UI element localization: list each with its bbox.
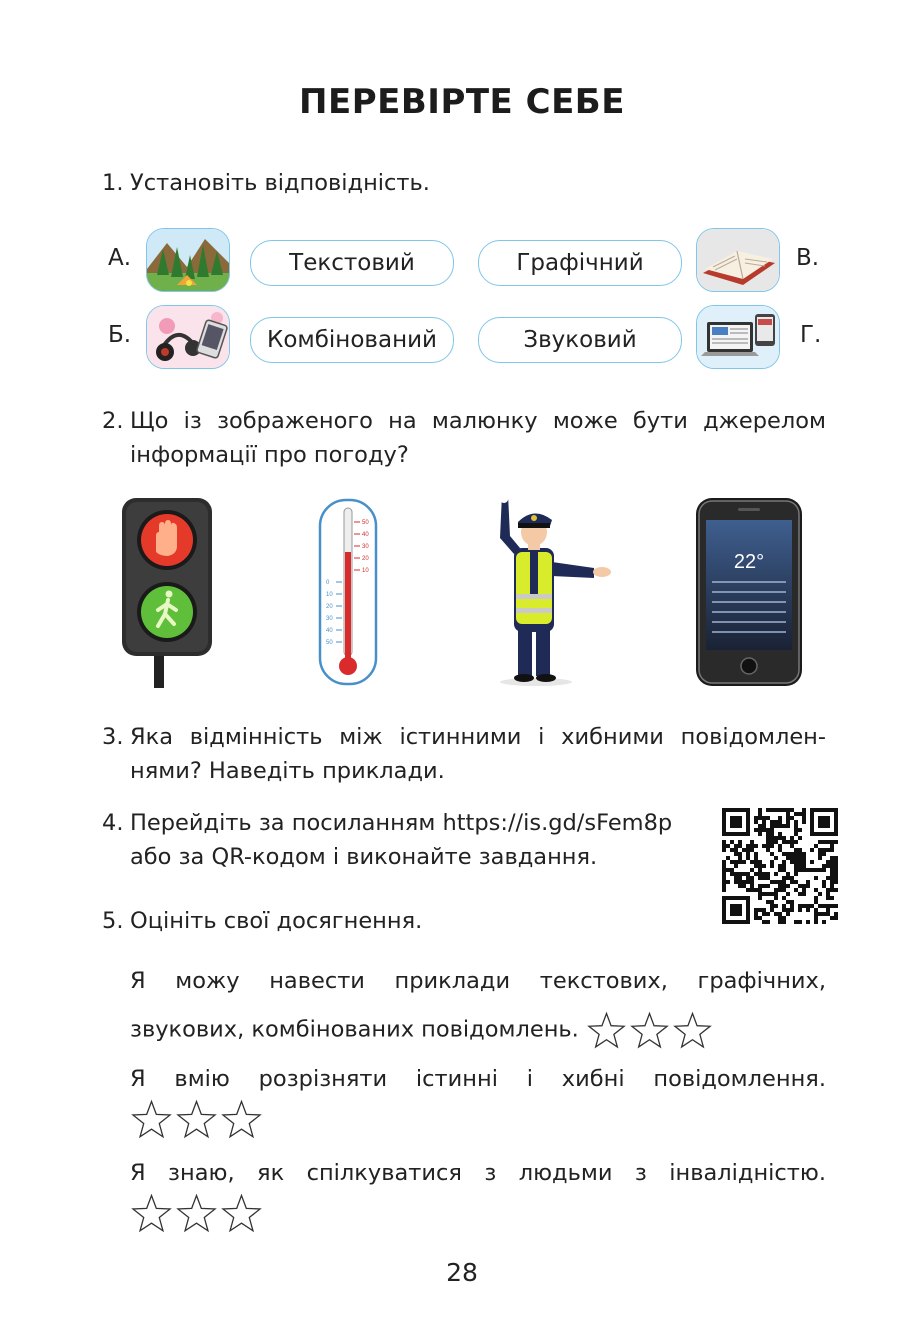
letter-a: А. <box>108 245 132 271</box>
star-outline-icon[interactable] <box>223 1196 260 1231</box>
question-number: 5. <box>102 908 124 934</box>
pill-label: Текстовий <box>289 250 415 276</box>
star-outline-icon[interactable] <box>632 1014 667 1047</box>
question-link-text: Перейдіть за посиланням https://is.gd/sFem8p <box>130 810 673 836</box>
statement-1-line-1 <box>130 964 826 998</box>
traffic-light-icon <box>120 496 214 692</box>
laptop-news-icon <box>696 305 780 369</box>
answer-combined-pill <box>250 317 454 363</box>
letter-b: Б. <box>108 322 132 348</box>
statement-2 <box>130 1062 826 1096</box>
question-line-2: або за QR-кодом і виконайте завдання. <box>130 844 598 870</box>
question-number: 3. <box>102 724 124 750</box>
statement-text: Я можу навести приклади текстових, графічних, <box>130 968 826 994</box>
question-3 <box>102 720 826 788</box>
traffic-police-officer-icon <box>494 490 616 692</box>
rating-stars[interactable] <box>130 1192 274 1238</box>
question-text: Оцініть свої досягнення. <box>130 908 423 934</box>
phone-temperature: 22° <box>733 551 765 573</box>
question-2 <box>102 404 826 472</box>
question-line-2: нями? Наведіть приклади. <box>130 758 445 784</box>
star-outline-icon[interactable] <box>133 1196 170 1231</box>
question-text: Установіть відповідність. <box>130 170 430 196</box>
star-outline-icon[interactable] <box>133 1102 170 1137</box>
answer-graphic-pill <box>478 240 682 286</box>
rating-stars[interactable] <box>586 1010 726 1050</box>
thermo-label: 30 <box>326 616 333 622</box>
question-line-1 <box>102 404 826 438</box>
thermo-label: 20 <box>362 556 369 562</box>
page-title: ПЕРЕВІРТЕ СЕБЕ <box>299 82 625 122</box>
question-5 <box>102 904 422 938</box>
statement-3 <box>130 1156 826 1190</box>
star-outline-icon[interactable] <box>675 1014 710 1047</box>
thermo-label: 20 <box>326 604 333 610</box>
letter-g: Г. <box>800 322 822 348</box>
thermo-label: 30 <box>362 544 369 550</box>
open-book-icon <box>696 228 780 292</box>
question-number: 4. <box>102 810 124 836</box>
smartphone-weather-icon <box>694 496 804 692</box>
thermo-label: 50 <box>362 520 369 526</box>
question-text: Яка відмінність між істинними і хибними повідомлен- <box>130 724 826 750</box>
question-number: 1. <box>102 170 124 196</box>
thermo-label: 10 <box>326 592 333 598</box>
page-number: 28 <box>446 1258 478 1287</box>
question-4 <box>102 806 722 874</box>
thermo-label: 40 <box>362 532 369 538</box>
question-line-2: інформації про погоду? <box>130 442 409 468</box>
pill-label: Звуковий <box>523 327 637 353</box>
star-outline-icon[interactable] <box>589 1014 624 1047</box>
pill-label: Графічний <box>516 250 644 276</box>
qr-code[interactable] <box>722 808 838 928</box>
star-outline-icon[interactable] <box>178 1196 215 1231</box>
answer-text-pill <box>250 240 454 286</box>
thermo-label: 0 <box>326 580 330 586</box>
thermo-label: 10 <box>362 568 369 574</box>
thermometer-icon <box>318 496 380 692</box>
statement-text: звукових, комбінованих повідомлень. <box>130 1016 579 1043</box>
pill-label: Комбінований <box>266 327 438 353</box>
question-1 <box>102 166 430 200</box>
thermo-label: 40 <box>326 628 333 634</box>
headphones-phone-icon <box>146 305 230 369</box>
answer-sound-pill <box>478 317 682 363</box>
letter-v: В. <box>796 245 820 271</box>
statement-1-line-2 <box>130 1010 826 1050</box>
question-text: Що із зображеного на малюнку може бути джерелом <box>130 408 826 434</box>
star-outline-icon[interactable] <box>178 1102 215 1137</box>
question-line-1 <box>102 806 722 840</box>
question-number: 2. <box>102 408 124 434</box>
thermo-label: 50 <box>326 640 333 646</box>
question-line-1 <box>102 720 826 754</box>
statement-text: Я вмію розрізняти істинні і хибні повідомлення. <box>130 1066 826 1092</box>
rating-stars[interactable] <box>130 1098 274 1144</box>
forest-picture-icon <box>146 228 230 292</box>
statement-text: Я знаю, як спілкуватися з людьми з інвалідністю. <box>130 1160 826 1186</box>
star-outline-icon[interactable] <box>223 1102 260 1137</box>
